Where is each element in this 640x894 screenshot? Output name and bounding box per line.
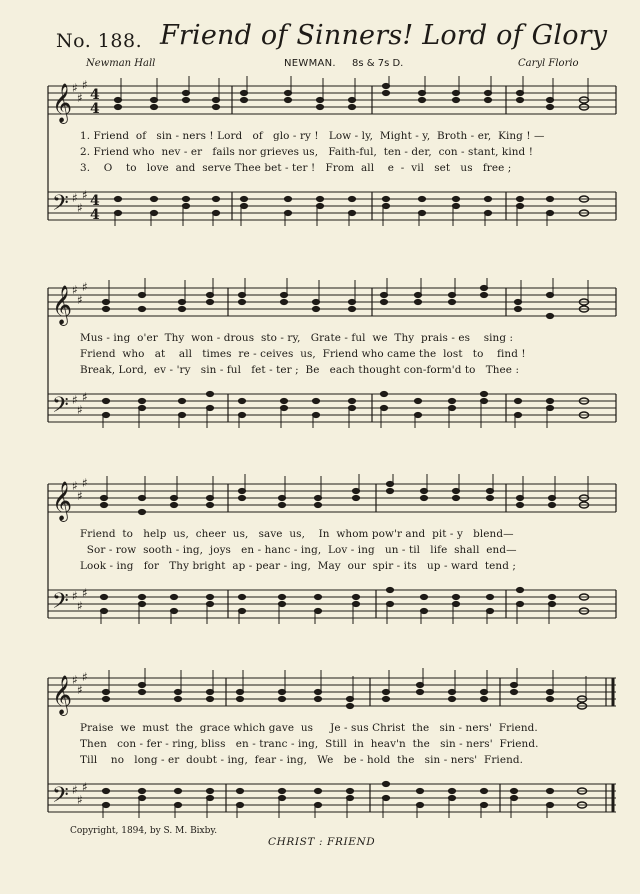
verse-3-line: Break, Lord, ev - 'ry sin - ful fet - ter ; Be each thought con-form'd to Thee : (80, 364, 520, 376)
bass-notes (102, 781, 586, 818)
svg-text:♯: ♯ (72, 283, 78, 297)
copyright-notice: Copyright, 1894, by S. M. Bixby. (70, 826, 218, 836)
music-system-1 (44, 76, 620, 226)
svg-text:♯: ♯ (77, 793, 83, 807)
verse-1-line: Praise we must the grace which gave us Je - sus Christ the sin - ners' Friend. (80, 722, 538, 734)
topic-label: CHRIST : FRIEND (268, 836, 376, 848)
svg-text:♯: ♯ (77, 403, 83, 417)
bass-notes (114, 196, 588, 226)
svg-text:♯: ♯ (77, 91, 83, 105)
verse-2-line: 2. Friend who nev - er fails nor grieves us, Faith-ful, ten - der, con - stant, kind ! (80, 146, 533, 158)
svg-text:♯: ♯ (77, 683, 83, 697)
music-system-2 (44, 278, 620, 428)
verse-3-line: Till no long - er doubt - ing, fear - ing, We be - hold the sin - ners' Friend. (80, 754, 524, 766)
svg-text:♯: ♯ (82, 780, 88, 794)
svg-text:♯: ♯ (72, 589, 78, 603)
treble-clef-icon: 𝄞 (52, 675, 73, 715)
svg-text:♯: ♯ (77, 293, 83, 307)
svg-text:♯: ♯ (82, 476, 88, 490)
verse-3-line: 3. O to love and serve Thee bet - ter ! From all e - vil set us free ; (80, 162, 512, 174)
hymn-header (0, 20, 640, 60)
svg-text:♯: ♯ (82, 670, 88, 684)
hymn-title: Friend of Sinners! Lord of Glory (160, 20, 608, 51)
music-system-3 (44, 474, 620, 624)
bass-notes (100, 587, 588, 624)
music-system-4 (44, 668, 620, 818)
verse-3-line: Look - ing for Thy bright ap - pear - ing, May our spir - its up - ward tend ; (80, 560, 516, 572)
svg-text:♯: ♯ (82, 390, 88, 404)
verse-2-line: Friend who at all times re - ceives us, Friend who came the lost to find ! (80, 348, 526, 360)
treble-clef-icon: 𝄞 (52, 481, 73, 521)
treble-staff (48, 86, 616, 114)
svg-text:♯: ♯ (72, 479, 78, 493)
svg-text:♯: ♯ (72, 673, 78, 687)
treble-clef-icon: 𝄞 (52, 285, 73, 325)
hymn-meta (0, 58, 640, 74)
bass-staff (48, 192, 616, 220)
verse-1-line: Mus - ing o'er Thy won - drous sto - ry, Grate - ful we Thy prais - es sing : (80, 332, 514, 344)
hymn-number: No. 188. (56, 30, 143, 52)
svg-text:♯: ♯ (72, 393, 78, 407)
svg-text:♯: ♯ (77, 201, 83, 215)
bass-clef-icon: 𝄢 (52, 783, 69, 813)
svg-text:4: 4 (90, 101, 100, 117)
svg-text:♯: ♯ (72, 191, 78, 205)
treble-notes (100, 474, 588, 515)
svg-text:♯: ♯ (72, 81, 78, 95)
svg-text:4: 4 (90, 87, 100, 103)
verse-1-line: 1. Friend of sin - ners ! Lord of glo - ry ! Low - ly, Might - y, Broth - er, King ! — (80, 130, 545, 142)
tune-name: NEWMAN. (284, 58, 336, 69)
treble-clef-icon: 𝄞 (52, 83, 73, 123)
treble-notes (102, 278, 588, 319)
composer-credit: Caryl Florio (518, 58, 579, 69)
svg-text:♯: ♯ (77, 489, 83, 503)
verse-2-line: Sor - row sooth - ing, joys en - hanc - ing, Lov - ing un - til life shall end— (80, 544, 517, 556)
svg-text:♯: ♯ (82, 586, 88, 600)
svg-text:4: 4 (90, 193, 100, 209)
verse-2-line: Then con - fer - ring, bliss en - tranc - ing, Still in heav'n the sin - ners' Friend. (80, 738, 539, 750)
author-credit: Newman Hall (86, 58, 156, 69)
svg-text:♯: ♯ (82, 78, 88, 92)
svg-text:♯: ♯ (77, 599, 83, 613)
meter-label: 8s & 7s D. (352, 58, 404, 69)
treble-notes (102, 668, 586, 709)
bass-clef-icon: 𝄢 (52, 393, 69, 423)
verse-1-line: Friend to help us, cheer us, save us, In whom pow'r and pit - y blend— (80, 528, 514, 540)
svg-text:♯: ♯ (82, 188, 88, 202)
svg-text:♯: ♯ (82, 280, 88, 294)
bass-clef-icon: 𝄢 (52, 191, 69, 221)
bass-clef-icon: 𝄢 (52, 589, 69, 619)
svg-text:4: 4 (90, 207, 100, 223)
bass-notes (102, 391, 588, 428)
svg-text:♯: ♯ (72, 783, 78, 797)
